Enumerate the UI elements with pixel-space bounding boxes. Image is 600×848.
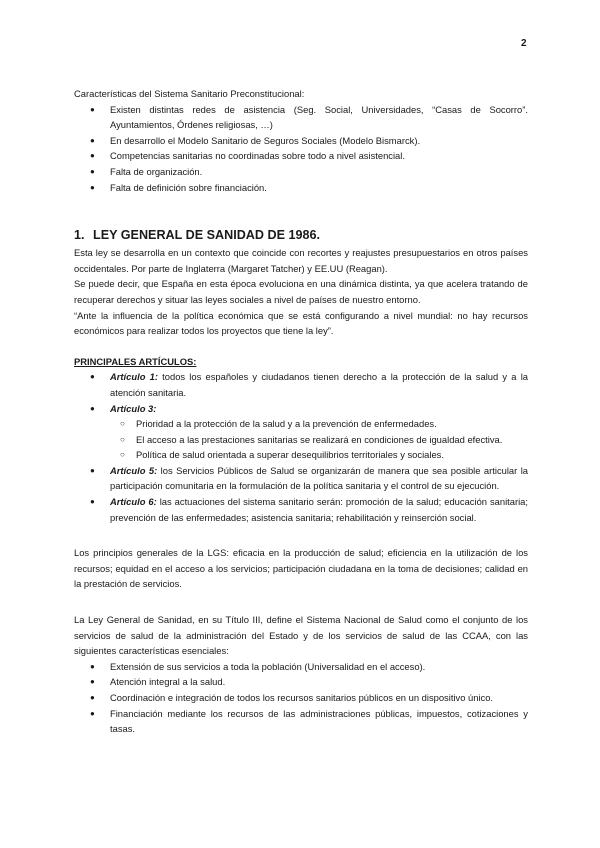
sub-list-item: ○ Prioridad a la protección de la salud y a la prevención de enfermedades.	[74, 416, 528, 432]
article-label: Artículo 5:	[110, 464, 158, 476]
article-5	[74, 463, 528, 494]
article-text: los Servicios Públicos de Salud se organizarán de manera que sea posible articular la participación comunitaria en la formulación de la política sanitaria y el control de su ejecución.	[110, 464, 528, 492]
article-text: las actuaciones del sistema sanitario serán: promoción de la salud; educación sanitaria; prevención de las enfermedades; asistencia sanitaria; rehabilitación y reinserción social.	[110, 496, 529, 523]
article-text: todos los españoles y ciudadanos tienen derecho a la protección de la salud y a la atención sanitaria.	[110, 371, 529, 398]
document-body	[74, 86, 528, 737]
list-item: ● Extensión de sus servicios a toda la población (Universalidad en el acceso).	[74, 659, 528, 675]
section-number: 1.	[74, 228, 85, 243]
principles-paragraph: Los principios generales de la LGS: eficacia en la producción de salud; eficiencia en la utilización de los recursos; equidad en el acceso a los servicios; participación ciudadana en la toma de decisiones; calidad en la prestación de servicios.	[74, 547, 528, 590]
sns-list	[74, 659, 528, 737]
quote-paragraph: “Ante la influencia de la política económica que se está configurando a nivel mundial: no hay recursos económicos para realizar todos los proyectos que tiene la ley”.	[74, 309, 528, 337]
list-item: ● Atención integral a la salud.	[74, 674, 528, 690]
intro-heading: Características del Sistema Sanitario Preconstitucional:	[74, 88, 305, 99]
article-3-sublist	[74, 416, 528, 463]
sns-paragraph: La Ley General de Sanidad, en su Título III, define el Sistema Nacional de Salud como el conjunto de los servicios de salud de la administración del Estado y de los servicios de salud de las CCAA, con las siguientes características esenciales:	[74, 614, 528, 657]
article-label: Artículo 1:	[110, 371, 158, 383]
list-item: ● En desarrollo el Modelo Sanitario de Seguros Sociales (Modelo Bismarck).	[74, 133, 528, 149]
list-item: ● Falta de organización.	[74, 164, 528, 180]
sub-list-item: ○ Política de salud orientada a superar desequilibrios territoriales y sociales.	[74, 447, 528, 463]
article-label: Artículo 6:	[110, 496, 157, 508]
paragraph: Esta ley se desarrolla en un contexto que coincide con recortes y reajustes presupuestarios en otros países occidentales. Por parte de Inglaterra (Margaret Tatcher) y EE.UU (Reagan).	[74, 247, 528, 274]
list-item: ● Competencias sanitarias no coordinadas sobre todo a nivel asistencial.	[74, 148, 528, 164]
page-number: 2	[521, 38, 527, 49]
article-6	[74, 494, 528, 525]
section-title-text: LEY GENERAL DE SANIDAD DE 1986.	[93, 228, 320, 243]
article-label: Artículo 3:	[110, 402, 157, 414]
article-1	[74, 369, 528, 400]
list-item: ● Falta de definición sobre financiación.	[74, 180, 528, 196]
article-3	[74, 401, 528, 463]
list-item: ● Existen distintas redes de asistencia (Seg. Social, Universidades, “Casas de Socorro”. Ayuntamientos, Órdenes religiosas, …)	[74, 102, 528, 133]
articles-list	[74, 369, 528, 525]
articles-heading: PRINCIPALES ARTÍCULOS:	[74, 355, 197, 367]
section-title	[74, 226, 528, 245]
paragraph: Se puede decir, que España en esta época evoluciona en una dinámica distinta, ya que acelera tratando de recuperar derechos y situar las leyes sociales a nivel de países de nuestro entorno.	[74, 278, 528, 305]
list-item: ● Financiación mediante los recursos de las administraciones públicas, impuestos, cotizaciones y tasas.	[74, 706, 528, 737]
sub-list-item: ○ El acceso a las prestaciones sanitarias se realizará en condiciones de igualdad efectiva.	[74, 432, 528, 448]
intro-list	[74, 102, 528, 196]
list-item: ● Coordinación e integración de todos los recursos sanitarios públicos en un dispositivo único.	[74, 690, 528, 706]
